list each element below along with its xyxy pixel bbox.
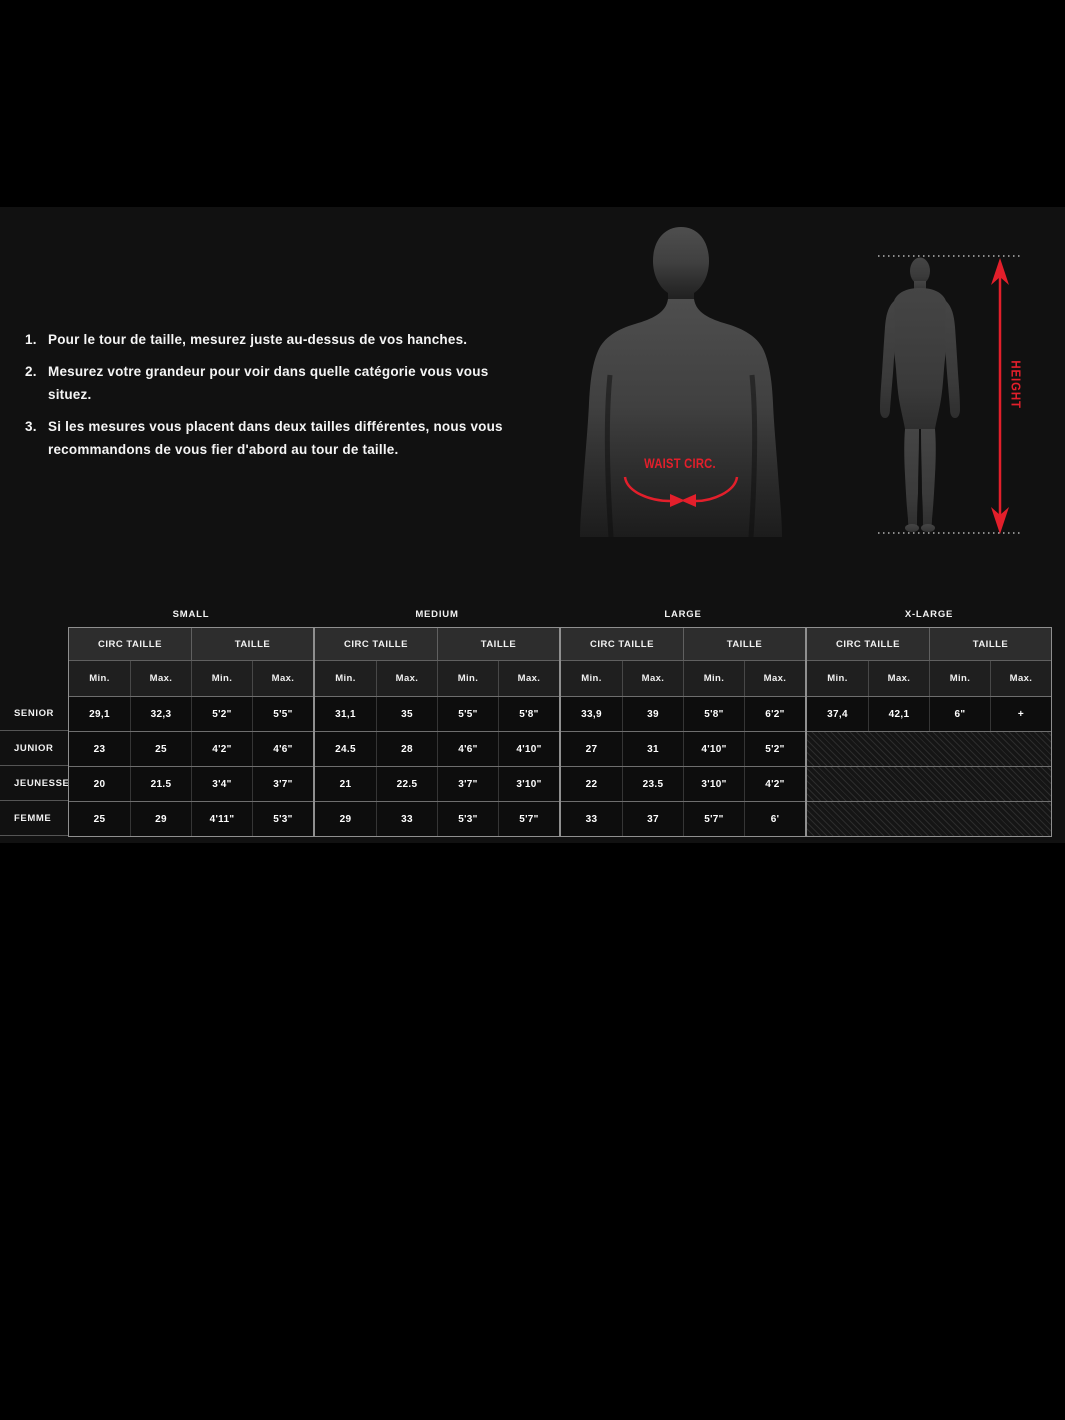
- row-label: SENIOR: [0, 696, 68, 731]
- minmax-row: [807, 660, 1051, 696]
- table-cell: 4'10": [683, 732, 744, 766]
- table-cell: 29: [130, 802, 191, 836]
- subheader-row: [315, 628, 559, 660]
- table-cell: 6': [744, 802, 805, 836]
- table-cell: +: [990, 697, 1051, 731]
- torso-silhouette-graphic: [578, 225, 785, 537]
- table-row-unavailable: [807, 731, 1051, 766]
- table-cell: 31,1: [335, 708, 356, 720]
- table-cell: 5'3": [437, 802, 498, 836]
- table-row: [561, 766, 805, 801]
- minmax-cell: Max.: [990, 661, 1051, 696]
- table-cell: 25: [93, 813, 106, 825]
- subheader-row: [807, 628, 1051, 660]
- minmax-cell: Min.: [89, 673, 110, 684]
- size-group-box: [806, 627, 1052, 837]
- table-cell: 29: [339, 813, 352, 825]
- size-guide-panel: [0, 207, 1065, 843]
- size-table: [0, 601, 1052, 837]
- table-cell: 21: [339, 778, 352, 790]
- table-cell: 6": [929, 697, 990, 731]
- subheader-cell: TAILLE: [437, 628, 559, 660]
- minmax-cell: Min.: [827, 673, 848, 684]
- table-cell: 22: [585, 778, 598, 790]
- table-cell: 3'10": [498, 767, 559, 801]
- instruction-text: Pour le tour de taille, mesurez juste au-dessus de vos hanches.: [48, 332, 468, 347]
- minmax-cell: Max.: [252, 661, 313, 696]
- table-cell: 5'5": [437, 697, 498, 731]
- instruction-item: [25, 415, 530, 461]
- table-cell: 3'4": [191, 767, 252, 801]
- table-row: [315, 731, 559, 766]
- table-cell: 31: [622, 732, 683, 766]
- waist-circ-label: WAIST CIRC.: [644, 455, 716, 471]
- size-group-label: SMALL: [172, 608, 210, 620]
- table-cell: 5'7": [683, 802, 744, 836]
- table-row: [69, 766, 313, 801]
- size-group-label: LARGE: [664, 608, 702, 620]
- table-cell: 3'7": [437, 767, 498, 801]
- minmax-row: [69, 660, 313, 696]
- full-body-silhouette-graphic: [872, 257, 968, 533]
- table-row: [561, 801, 805, 836]
- subheader-cell: TAILLE: [683, 628, 805, 660]
- table-cell: 4'2": [191, 732, 252, 766]
- table-cell: 29,1: [89, 708, 110, 720]
- table-cell: 25: [130, 732, 191, 766]
- table-cell: 21.5: [130, 767, 191, 801]
- table-cell: 4'11": [191, 802, 252, 836]
- table-row: [315, 766, 559, 801]
- row-label: FEMME: [0, 801, 68, 836]
- subheader-cell: CIRC TAILLE: [98, 638, 162, 650]
- table-cell: 5'8": [683, 697, 744, 731]
- instruction-item: [25, 328, 530, 351]
- instructions-list: [25, 328, 530, 470]
- size-group-medium: [314, 601, 560, 837]
- subheader-row: [561, 628, 805, 660]
- table-cell: 3'10": [683, 767, 744, 801]
- table-cell: 20: [93, 778, 106, 790]
- height-label: HEIGHT: [1008, 360, 1024, 410]
- table-cell: 24.5: [335, 743, 356, 755]
- table-row: [315, 801, 559, 836]
- table-cell: 5'2": [191, 697, 252, 731]
- size-group-label: MEDIUM: [415, 608, 459, 620]
- table-cell: 23: [93, 743, 106, 755]
- size-group-small: [68, 601, 314, 837]
- table-cell: 4'6": [437, 732, 498, 766]
- instruction-text: Mesurez votre grandeur pour voir dans quelle catégorie vous vous situez.: [48, 364, 489, 402]
- minmax-cell: Min.: [191, 661, 252, 696]
- table-cell: 37,4: [827, 708, 848, 720]
- row-label-column: [0, 601, 68, 837]
- minmax-cell: Min.: [335, 673, 356, 684]
- table-cell: 42,1: [868, 697, 929, 731]
- minmax-cell: Min.: [683, 661, 744, 696]
- row-label-spacer: [0, 601, 68, 696]
- table-row: [315, 696, 559, 731]
- minmax-cell: Max.: [622, 661, 683, 696]
- table-cell: 5'8": [498, 697, 559, 731]
- size-group-x-large: [806, 601, 1052, 837]
- minmax-row: [561, 660, 805, 696]
- table-row: [807, 696, 1051, 731]
- full-body-silhouette: [872, 257, 968, 533]
- table-row: [69, 696, 313, 731]
- table-cell: 33,9: [581, 708, 602, 720]
- table-row: [69, 731, 313, 766]
- table-row-unavailable: [807, 766, 1051, 801]
- instruction-number: 2.: [25, 364, 37, 379]
- table-cell: 33: [376, 802, 437, 836]
- table-cell: 27: [585, 743, 598, 755]
- table-cell: 32,3: [130, 697, 191, 731]
- minmax-cell: Min.: [929, 661, 990, 696]
- instruction-number: 3.: [25, 419, 37, 434]
- instruction-number: 1.: [25, 332, 37, 347]
- table-cell: 35: [376, 697, 437, 731]
- minmax-cell: Max.: [498, 661, 559, 696]
- size-group-box: [560, 627, 806, 837]
- table-row-unavailable: [807, 801, 1051, 836]
- minmax-cell: Min.: [437, 661, 498, 696]
- table-cell: 5'2": [744, 732, 805, 766]
- subheader-cell: CIRC TAILLE: [836, 638, 900, 650]
- minmax-cell: Min.: [581, 673, 602, 684]
- table-row: [561, 731, 805, 766]
- table-cell: 3'7": [252, 767, 313, 801]
- row-label: JEUNESSE: [0, 766, 68, 801]
- size-group-box: [68, 627, 314, 837]
- subheader-cell: CIRC TAILLE: [590, 638, 654, 650]
- size-group-label: X-LARGE: [904, 608, 954, 620]
- table-cell: 28: [376, 732, 437, 766]
- table-cell: 6'2": [744, 697, 805, 731]
- table-cell: 4'6": [252, 732, 313, 766]
- table-cell: 5'3": [252, 802, 313, 836]
- minmax-cell: Max.: [376, 661, 437, 696]
- row-label: JUNIOR: [0, 731, 68, 766]
- table-cell: 37: [622, 802, 683, 836]
- table-row: [69, 801, 313, 836]
- subheader-cell: TAILLE: [929, 628, 1051, 660]
- minmax-row: [315, 660, 559, 696]
- subheader-row: [69, 628, 313, 660]
- table-cell: 33: [585, 813, 598, 825]
- size-group-large: [560, 601, 806, 837]
- table-cell: 39: [622, 697, 683, 731]
- torso-silhouette: [578, 225, 785, 537]
- table-cell: 22.5: [376, 767, 437, 801]
- table-cell: 23.5: [622, 767, 683, 801]
- height-dotted-line-top: [878, 255, 1023, 257]
- table-cell: 4'10": [498, 732, 559, 766]
- subheader-cell: CIRC TAILLE: [344, 638, 408, 650]
- instruction-text: Si les mesures vous placent dans deux tailles différentes, nous vous recommandons de vous fier d'abord au tour de taille.: [48, 419, 503, 457]
- minmax-cell: Max.: [130, 661, 191, 696]
- table-cell: 4'2": [744, 767, 805, 801]
- table-row: [561, 696, 805, 731]
- minmax-cell: Max.: [868, 661, 929, 696]
- table-cell: 5'5": [252, 697, 313, 731]
- subheader-cell: TAILLE: [191, 628, 313, 660]
- table-cell: 5'7": [498, 802, 559, 836]
- minmax-cell: Max.: [744, 661, 805, 696]
- instruction-item: [25, 360, 530, 406]
- size-group-box: [314, 627, 560, 837]
